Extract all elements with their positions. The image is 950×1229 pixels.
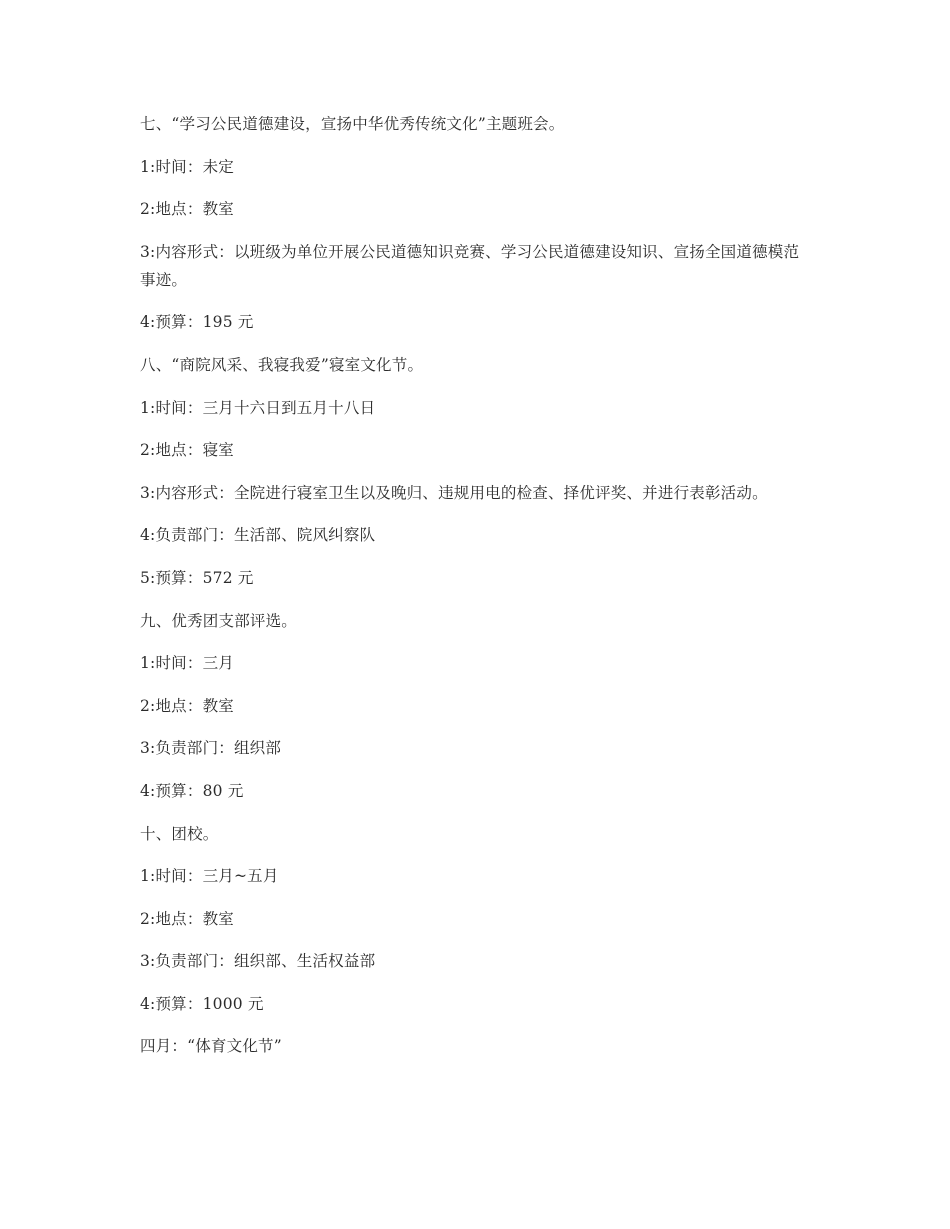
list-item: 1:时间：三月十六日到五月十八日: [140, 398, 376, 417]
list-item: 3:负责部门：组织部、生活权益部: [140, 952, 376, 971]
list-item: 2:地点：教室: [140, 200, 234, 219]
list-item: 4:预算：1000 元: [140, 994, 264, 1013]
list-item: 3:内容形式：以班级为单位开展公民道德知识竞赛、学习公民道德建设知识、宣扬全国道德模范事迹。: [140, 242, 800, 289]
list-item: 2:地点：教室: [140, 696, 234, 715]
list-item: 1:时间：三月~五月: [140, 867, 279, 886]
section-heading-9: 九、优秀团支部评选。: [140, 611, 298, 630]
list-item: 1:时间：未定: [140, 157, 234, 176]
list-item: 3:负责部门：组织部: [140, 739, 282, 758]
list-item: 5:预算：572 元: [140, 568, 254, 587]
list-item: 1:时间：三月: [140, 654, 234, 673]
month-heading: 四月：“体育文化节”: [140, 1037, 282, 1056]
list-item: 4:负责部门：生活部、院风纠察队: [140, 526, 376, 545]
list-item: 2:地点：教室: [140, 909, 234, 928]
section-heading-8: 八、“商院风采、我寝我爱”寝室文化节。: [140, 355, 424, 374]
list-item: 4:预算：80 元: [140, 781, 244, 800]
section-heading-10: 十、团校。: [140, 824, 219, 843]
document-body: [140, 110, 810, 1075]
list-item: 3:内容形式：全院进行寝室卫生以及晚归、违规用电的检查、择优评奖、并进行表彰活动。: [140, 483, 768, 502]
list-item: 4:预算：195 元: [140, 313, 254, 332]
list-item: 2:地点：寝室: [140, 441, 234, 460]
section-heading-7: 七、“学习公民道德建设，宣扬中华优秀传统文化”主题班会。: [140, 115, 565, 133]
